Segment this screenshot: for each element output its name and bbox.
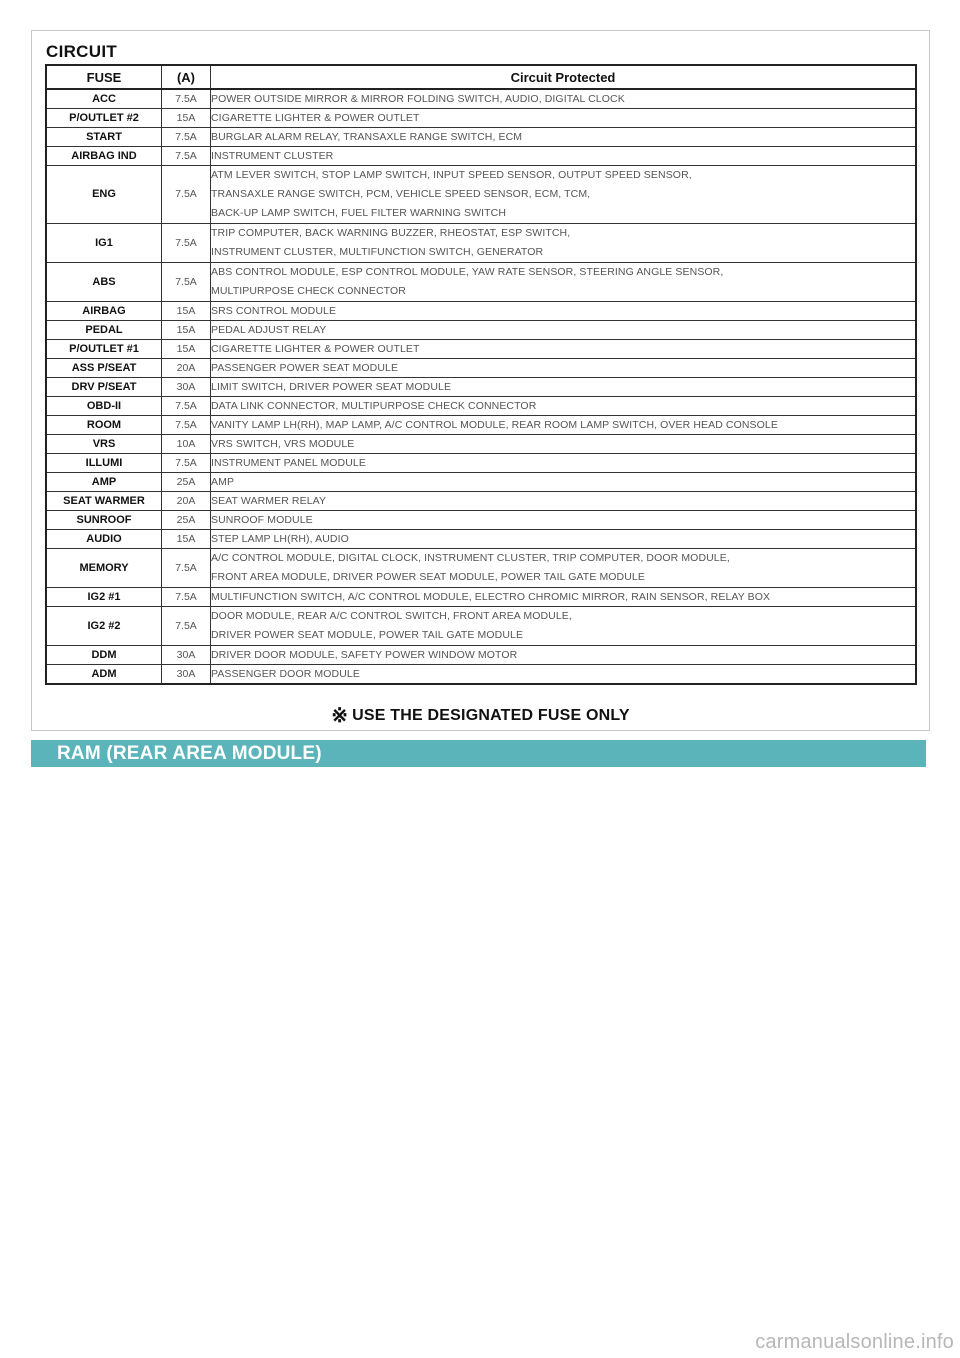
circuit-protected-cell [211, 147, 917, 166]
fuse-name-cell: AUDIO [46, 530, 162, 549]
circuit-line: ATM LEVER SWITCH, STOP LAMP SWITCH, INPUT SPEED SENSOR, OUTPUT SPEED SENSOR, [211, 169, 692, 181]
fuse-rating-cell: 25A [162, 511, 211, 530]
table-row [46, 646, 916, 665]
table-row [46, 473, 916, 492]
circuit-line: LIMIT SWITCH, DRIVER POWER SEAT MODULE [211, 381, 452, 393]
table-row [46, 321, 916, 340]
circuit-line: VANITY LAMP LH(RH), MAP LAMP, A/C CONTROL MODULE, REAR ROOM LAMP SWITCH, OVER HEAD CONSOLE [211, 419, 778, 431]
fuse-name-cell: VRS [46, 435, 162, 454]
fuse-rating-cell: 15A [162, 109, 211, 128]
fuse-name-cell: START [46, 128, 162, 147]
fuse-rating-cell: 7.5A [162, 147, 211, 166]
table-row [46, 224, 916, 263]
circuit-line: ABS CONTROL MODULE, ESP CONTROL MODULE, YAW RATE SENSOR, STEERING ANGLE SENSOR, [211, 266, 724, 278]
circuit-protected-cell [211, 340, 917, 359]
circuit-protected-cell [211, 454, 917, 473]
section-title: RAM (REAR AREA MODULE) [57, 743, 322, 764]
table-row [46, 454, 916, 473]
circuit-line: INSTRUMENT PANEL MODULE [211, 457, 366, 469]
watermark: carmanualsonline.info [755, 1331, 954, 1353]
fuse-rating-cell: 7.5A [162, 397, 211, 416]
table-row [46, 435, 916, 454]
table-row [46, 492, 916, 511]
table-row [46, 109, 916, 128]
circuit-protected-cell [211, 397, 917, 416]
fuse-name-cell: DRV P/SEAT [46, 378, 162, 397]
fuse-name-cell: AIRBAG [46, 302, 162, 321]
circuit-protected-cell [211, 665, 917, 685]
table-row [46, 89, 916, 109]
fuse-name-cell: ACC [46, 89, 162, 109]
fuse-name-cell: P/OUTLET #1 [46, 340, 162, 359]
circuit-protected-cell [211, 359, 917, 378]
circuit-line: CIGARETTE LIGHTER & POWER OUTLET [211, 112, 420, 124]
note-text: USE THE DESIGNATED FUSE ONLY [352, 707, 630, 724]
fuse-rating-cell: 7.5A [162, 607, 211, 646]
circuit-line: PEDAL ADJUST RELAY [211, 324, 327, 336]
circuit-line: TRIP COMPUTER, BACK WARNING BUZZER, RHEOSTAT, ESP SWITCH, [211, 227, 571, 239]
table-row [46, 549, 916, 588]
fuse-rating-cell: 20A [162, 492, 211, 511]
reference-mark-icon: ※ [331, 705, 349, 727]
fuse-rating-cell: 7.5A [162, 416, 211, 435]
header-fuse: FUSE [46, 65, 162, 89]
fuse-name-cell: DDM [46, 646, 162, 665]
circuit-protected-cell [211, 89, 917, 109]
circuit-protected-cell [211, 224, 917, 263]
circuit-line: DOOR MODULE, REAR A/C CONTROL SWITCH, FRONT AREA MODULE, [211, 610, 572, 622]
circuit-protected-cell [211, 321, 917, 340]
fuse-name-cell: ASS P/SEAT [46, 359, 162, 378]
table-row [46, 378, 916, 397]
fuse-rating-cell: 7.5A [162, 549, 211, 588]
fuse-rating-cell: 7.5A [162, 263, 211, 302]
fuse-name-cell: IG2 #2 [46, 607, 162, 646]
circuit-protected-cell [211, 549, 917, 588]
circuit-line: CIGARETTE LIGHTER & POWER OUTLET [211, 343, 420, 355]
header-circuit: Circuit Protected [211, 65, 917, 89]
circuit-line: PASSENGER DOOR MODULE [211, 668, 360, 680]
circuit-protected-cell [211, 473, 917, 492]
fuse-name-cell: ENG [46, 166, 162, 224]
table-header-row [46, 65, 916, 89]
table-row [46, 359, 916, 378]
table-row [46, 147, 916, 166]
table-row [46, 588, 916, 607]
circuit-protected-cell [211, 511, 917, 530]
fuse-rating-cell: 30A [162, 378, 211, 397]
circuit-line: MULTIPURPOSE CHECK CONNECTOR [211, 285, 406, 297]
circuit-line: SRS CONTROL MODULE [211, 305, 337, 317]
fuse-name-cell: ABS [46, 263, 162, 302]
header-amp: (A) [162, 65, 211, 89]
circuit-protected-cell [211, 263, 917, 302]
circuit-line: A/C CONTROL MODULE, DIGITAL CLOCK, INSTRUMENT CLUSTER, TRIP COMPUTER, DOOR MODULE, [211, 552, 730, 564]
table-row [46, 397, 916, 416]
fuse-rating-cell: 30A [162, 665, 211, 685]
fuse-table-body [46, 89, 916, 684]
circuit-line: DATA LINK CONNECTOR, MULTIPURPOSE CHECK CONNECTOR [211, 400, 537, 412]
fuse-rating-cell: 7.5A [162, 166, 211, 224]
table-row [46, 302, 916, 321]
circuit-line: BACK-UP LAMP SWITCH, FUEL FILTER WARNING SWITCH [211, 207, 507, 219]
circuit-protected-cell [211, 492, 917, 511]
circuit-line: INSTRUMENT CLUSTER, MULTIFUNCTION SWITCH, GENERATOR [211, 246, 544, 258]
table-row [46, 607, 916, 646]
circuit-protected-cell [211, 166, 917, 224]
circuit-line: PASSENGER POWER SEAT MODULE [211, 362, 399, 374]
fuse-rating-cell: 15A [162, 340, 211, 359]
circuit-line: BURGLAR ALARM RELAY, TRANSAXLE RANGE SWITCH, ECM [211, 131, 523, 143]
fuse-rating-cell: 10A [162, 435, 211, 454]
circuit-line: MULTIFUNCTION SWITCH, A/C CONTROL MODULE, ELECTRO CHROMIC MIRROR, RAIN SENSOR, RELAY BOX [211, 591, 771, 603]
circuit-protected-cell [211, 416, 917, 435]
fuse-name-cell: ILLUMI [46, 454, 162, 473]
fuse-name-cell: P/OUTLET #2 [46, 109, 162, 128]
circuit-line: FRONT AREA MODULE, DRIVER POWER SEAT MODULE, POWER TAIL GATE MODULE [211, 571, 645, 583]
circuit-protected-cell [211, 588, 917, 607]
fuse-rating-cell: 7.5A [162, 588, 211, 607]
fuse-rating-cell: 30A [162, 646, 211, 665]
fuse-name-cell: AMP [46, 473, 162, 492]
designated-fuse-note [32, 703, 929, 728]
fuse-circuit-figure [31, 30, 930, 731]
fuse-name-cell: AIRBAG IND [46, 147, 162, 166]
fuse-name-cell: PEDAL [46, 321, 162, 340]
fuse-name-cell: ADM [46, 665, 162, 685]
fuse-rating-cell: 7.5A [162, 128, 211, 147]
circuit-protected-cell [211, 378, 917, 397]
circuit-protected-cell [211, 530, 917, 549]
circuit-line: SUNROOF MODULE [211, 514, 313, 526]
table-row [46, 340, 916, 359]
circuit-protected-cell [211, 435, 917, 454]
circuit-line: INSTRUMENT CLUSTER [211, 150, 334, 162]
fuse-rating-cell: 7.5A [162, 224, 211, 263]
fuse-name-cell: IG2 #1 [46, 588, 162, 607]
fuse-rating-cell: 20A [162, 359, 211, 378]
circuit-line: VRS SWITCH, VRS MODULE [211, 438, 355, 450]
table-row [46, 166, 916, 224]
circuit-line: SEAT WARMER RELAY [211, 495, 327, 507]
fuse-rating-cell: 7.5A [162, 454, 211, 473]
circuit-protected-cell [211, 607, 917, 646]
fuse-name-cell: SEAT WARMER [46, 492, 162, 511]
circuit-line: DRIVER POWER SEAT MODULE, POWER TAIL GATE MODULE [211, 629, 524, 641]
circuit-protected-cell [211, 646, 917, 665]
circuit-protected-cell [211, 109, 917, 128]
table-row [46, 530, 916, 549]
figure-title: CIRCUIT [46, 42, 118, 61]
circuit-line: AMP [211, 476, 235, 488]
fuse-rating-cell: 7.5A [162, 89, 211, 109]
circuit-protected-cell [211, 302, 917, 321]
fuse-rating-cell: 15A [162, 302, 211, 321]
fuse-rating-cell: 15A [162, 321, 211, 340]
section-heading-bar [31, 740, 926, 767]
table-row [46, 665, 916, 685]
table-row [46, 511, 916, 530]
table-row [46, 128, 916, 147]
circuit-line: POWER OUTSIDE MIRROR & MIRROR FOLDING SWITCH, AUDIO, DIGITAL CLOCK [211, 93, 625, 105]
fuse-table [45, 64, 917, 685]
fuse-name-cell: MEMORY [46, 549, 162, 588]
fuse-rating-cell: 15A [162, 530, 211, 549]
circuit-line: TRANSAXLE RANGE SWITCH, PCM, VEHICLE SPEED SENSOR, ECM, TCM, [211, 188, 591, 200]
fuse-name-cell: SUNROOF [46, 511, 162, 530]
fuse-name-cell: OBD-II [46, 397, 162, 416]
circuit-line: STEP LAMP LH(RH), AUDIO [211, 533, 349, 545]
fuse-name-cell: ROOM [46, 416, 162, 435]
circuit-protected-cell [211, 128, 917, 147]
table-row [46, 416, 916, 435]
fuse-rating-cell: 25A [162, 473, 211, 492]
fuse-name-cell: IG1 [46, 224, 162, 263]
table-row [46, 263, 916, 302]
circuit-line: DRIVER DOOR MODULE, SAFETY POWER WINDOW MOTOR [211, 649, 518, 661]
